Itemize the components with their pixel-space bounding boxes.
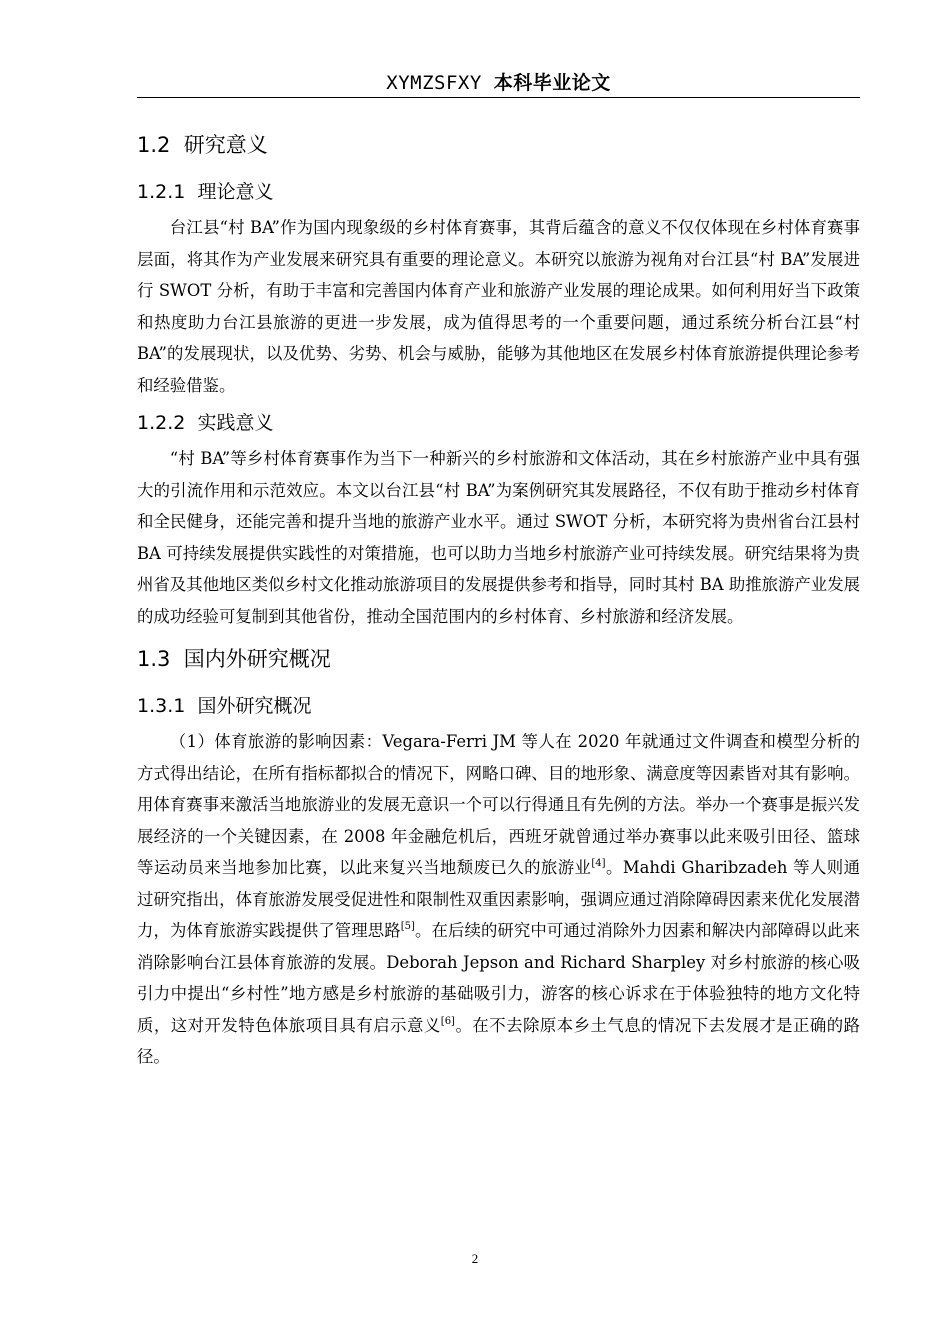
citation-6[interactable]: [6] [440,1015,455,1027]
citation-5[interactable]: [5] [400,921,415,932]
paragraph-foreign-research: （1）体育旅游的影响因素：Vegara-Ferri JM 等人在 2020 年就通过文件调查和模型分析的方式得出结论，在所有指标都拟合的情况下，网略口碑、目的地形象、满意度等因素皆对其有影响。用体育赛事来激活当地旅游业的发展无意识一个可以行得通且有先例的方法。举办一个赛事是振兴发展经济的一个关键因素，在 2008 年金融危机后，西班牙就曾通过举办赛事以此来吸引田径、篮球等运动员来当地参加比赛，以此来复兴当地颓废已久的旅游业[4]。Mahdi Gharibzadeh 等人则通过研究指出，体育旅游发展受促进性和限制性双重因素影响，强调应通过消除障碍因素来优化发展潜力，为体育旅游实践提供了管理思路[5]。在后续的研究中可通过消除外力因素和解决内部障碍以此来消除影响台江县体育旅游的发展。Deborah Jepson and Richard Sharpley 对乡村旅游的核心吸引力中提出“乡村性”地方感是乡村旅游的基础吸引力，游客的核心诉求在于体验独特的地方文化特质，这对开发特色体旅项目具有启示意义[6]。在不去除原本乡土气息的情况下去发展才是正确的路径。 [137,732,861,1066]
header-code: XYMZSFXY [386,72,482,94]
page-header [137,68,860,95]
header-label: 本科毕业论文 [493,72,611,94]
paragraph-theoretical-significance: 台江县“村 BA”作为国内现象级的乡村体育赛事，其背后蕴含的意义不仅仅体现在乡村体育赛事层面，将其作为产业发展来研究具有重要的理论意义。本研究以旅游为视角对台江县“村 BA”发展进行 SWOT 分析，有助于丰富和完善国内体育产业和旅游产业发展的理论成果。如何利用好当下政策和热度助力台江县旅游的更进一步发展，成为值得思考的一个重要问题，通过系统分析台江县“村 BA”的发展现状，以及优势、劣势、机会与威胁，能够为其他地区在发展乡村体育旅游提供理论参考和经验借鉴。 [137,218,860,395]
subsection-heading-1-3-1: 1.3.1 国外研究概况 [137,695,312,717]
section-heading-1-3: 1.3 国内外研究概况 [137,647,331,671]
subsection-heading-1-2-1: 1.2.1 理论意义 [137,181,274,203]
page-number: 2 [471,1251,479,1266]
citation-4[interactable]: [4] [591,858,606,869]
page-body [137,118,860,1079]
subsection-heading-1-2-2: 1.2.2 实践意义 [137,412,274,434]
section-heading-1-2: 1.2 研究意义 [137,133,268,157]
paragraph-practical-significance: “村 BA”等乡村体育赛事作为当下一种新兴的乡村旅游和文体活动，其在乡村旅游产业中具有强大的引流作用和示范效应。本文以台江县“村 BA”为案例研究其发展路径，不仅有助于推动乡村体育和全民健身，还能完善和提升当地的旅游产业水平。通过 SWOT 分析，本研究将为贵州省台江县村 BA 可持续发展提供实践性的对策措施，也可以助力当地乡村旅游产业可持续发展。研究结果将为贵州省及其他地区类似乡村文化推动旅游项目的发展提供参考和指导，同时其村 BA 助推旅游产业发展的成功经验可复制到其他省份，推动全国范围内的乡村体育、乡村旅游和经济发展。 [137,449,860,626]
header-rule [137,97,860,98]
